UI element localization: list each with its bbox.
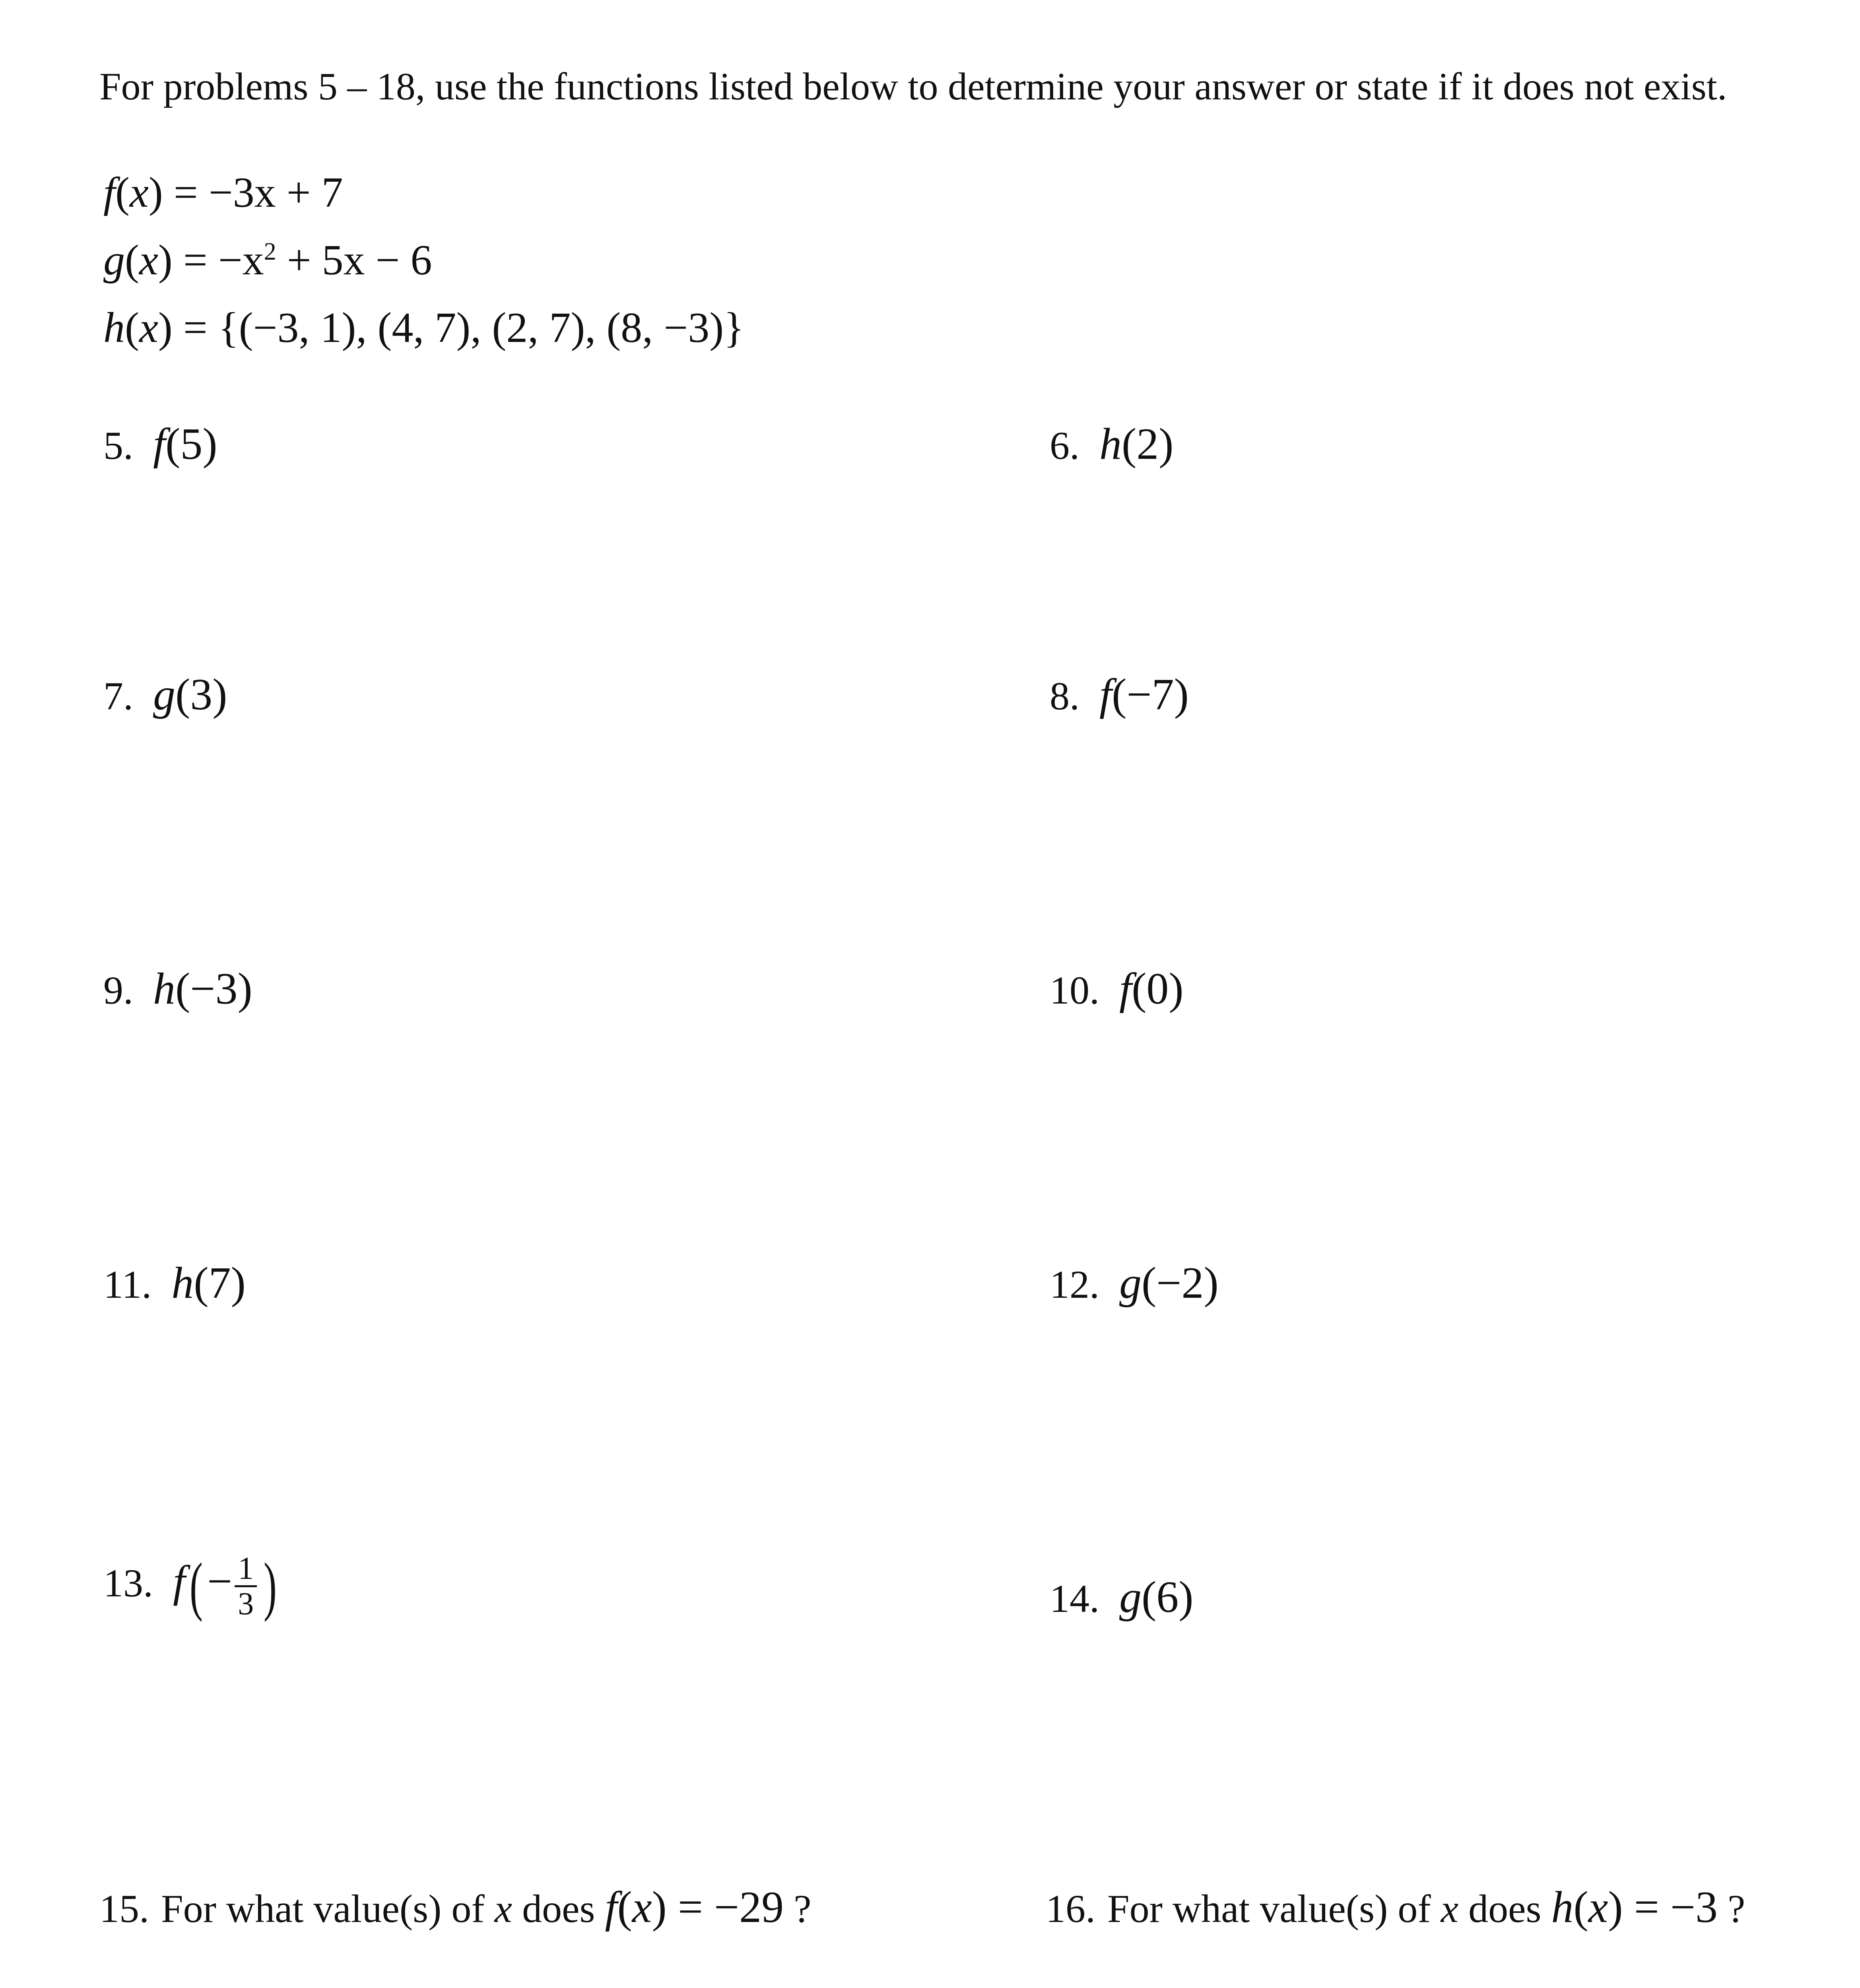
- problem-10: 10. f(0): [1050, 964, 1184, 1013]
- function-f-definition: f(x) = −3x + 7: [103, 169, 343, 216]
- problem-16: 16. For what value(s) of x does h(x) = −3 ?: [1046, 1883, 1745, 1932]
- problem-6: 6. h(2): [1050, 419, 1174, 469]
- problem-11: 11. h(7): [103, 1258, 246, 1308]
- fraction-one-third: $\frac{1}{3}$: [235, 1552, 257, 1621]
- problem-7: 7. g(3): [103, 670, 227, 719]
- problem-12: 12. g(−2): [1050, 1258, 1219, 1308]
- problem-14: 14. g(6): [1050, 1573, 1194, 1622]
- problem-13: 13. f(− $\frac{1}{3}$ ): [103, 1549, 277, 1622]
- problem-9: 9. h(−3): [103, 964, 252, 1013]
- instructions: For problems 5 – 18, use the functions listed below to determine your answer or state if it does not exist.: [99, 65, 1727, 108]
- function-g-definition: $g(x) = -x^2 + 5x - 6$: [103, 237, 432, 284]
- problem-15: 15. For what value(s) of x does f(x) = −29 ?: [99, 1883, 812, 1932]
- problem-5: 5. f(5): [103, 419, 217, 469]
- problem-8: 8. f(−7): [1050, 670, 1189, 719]
- function-h-definition: h(x) = {(−3, 1), (4, 7), (2, 7), (8, −3)}: [103, 304, 744, 351]
